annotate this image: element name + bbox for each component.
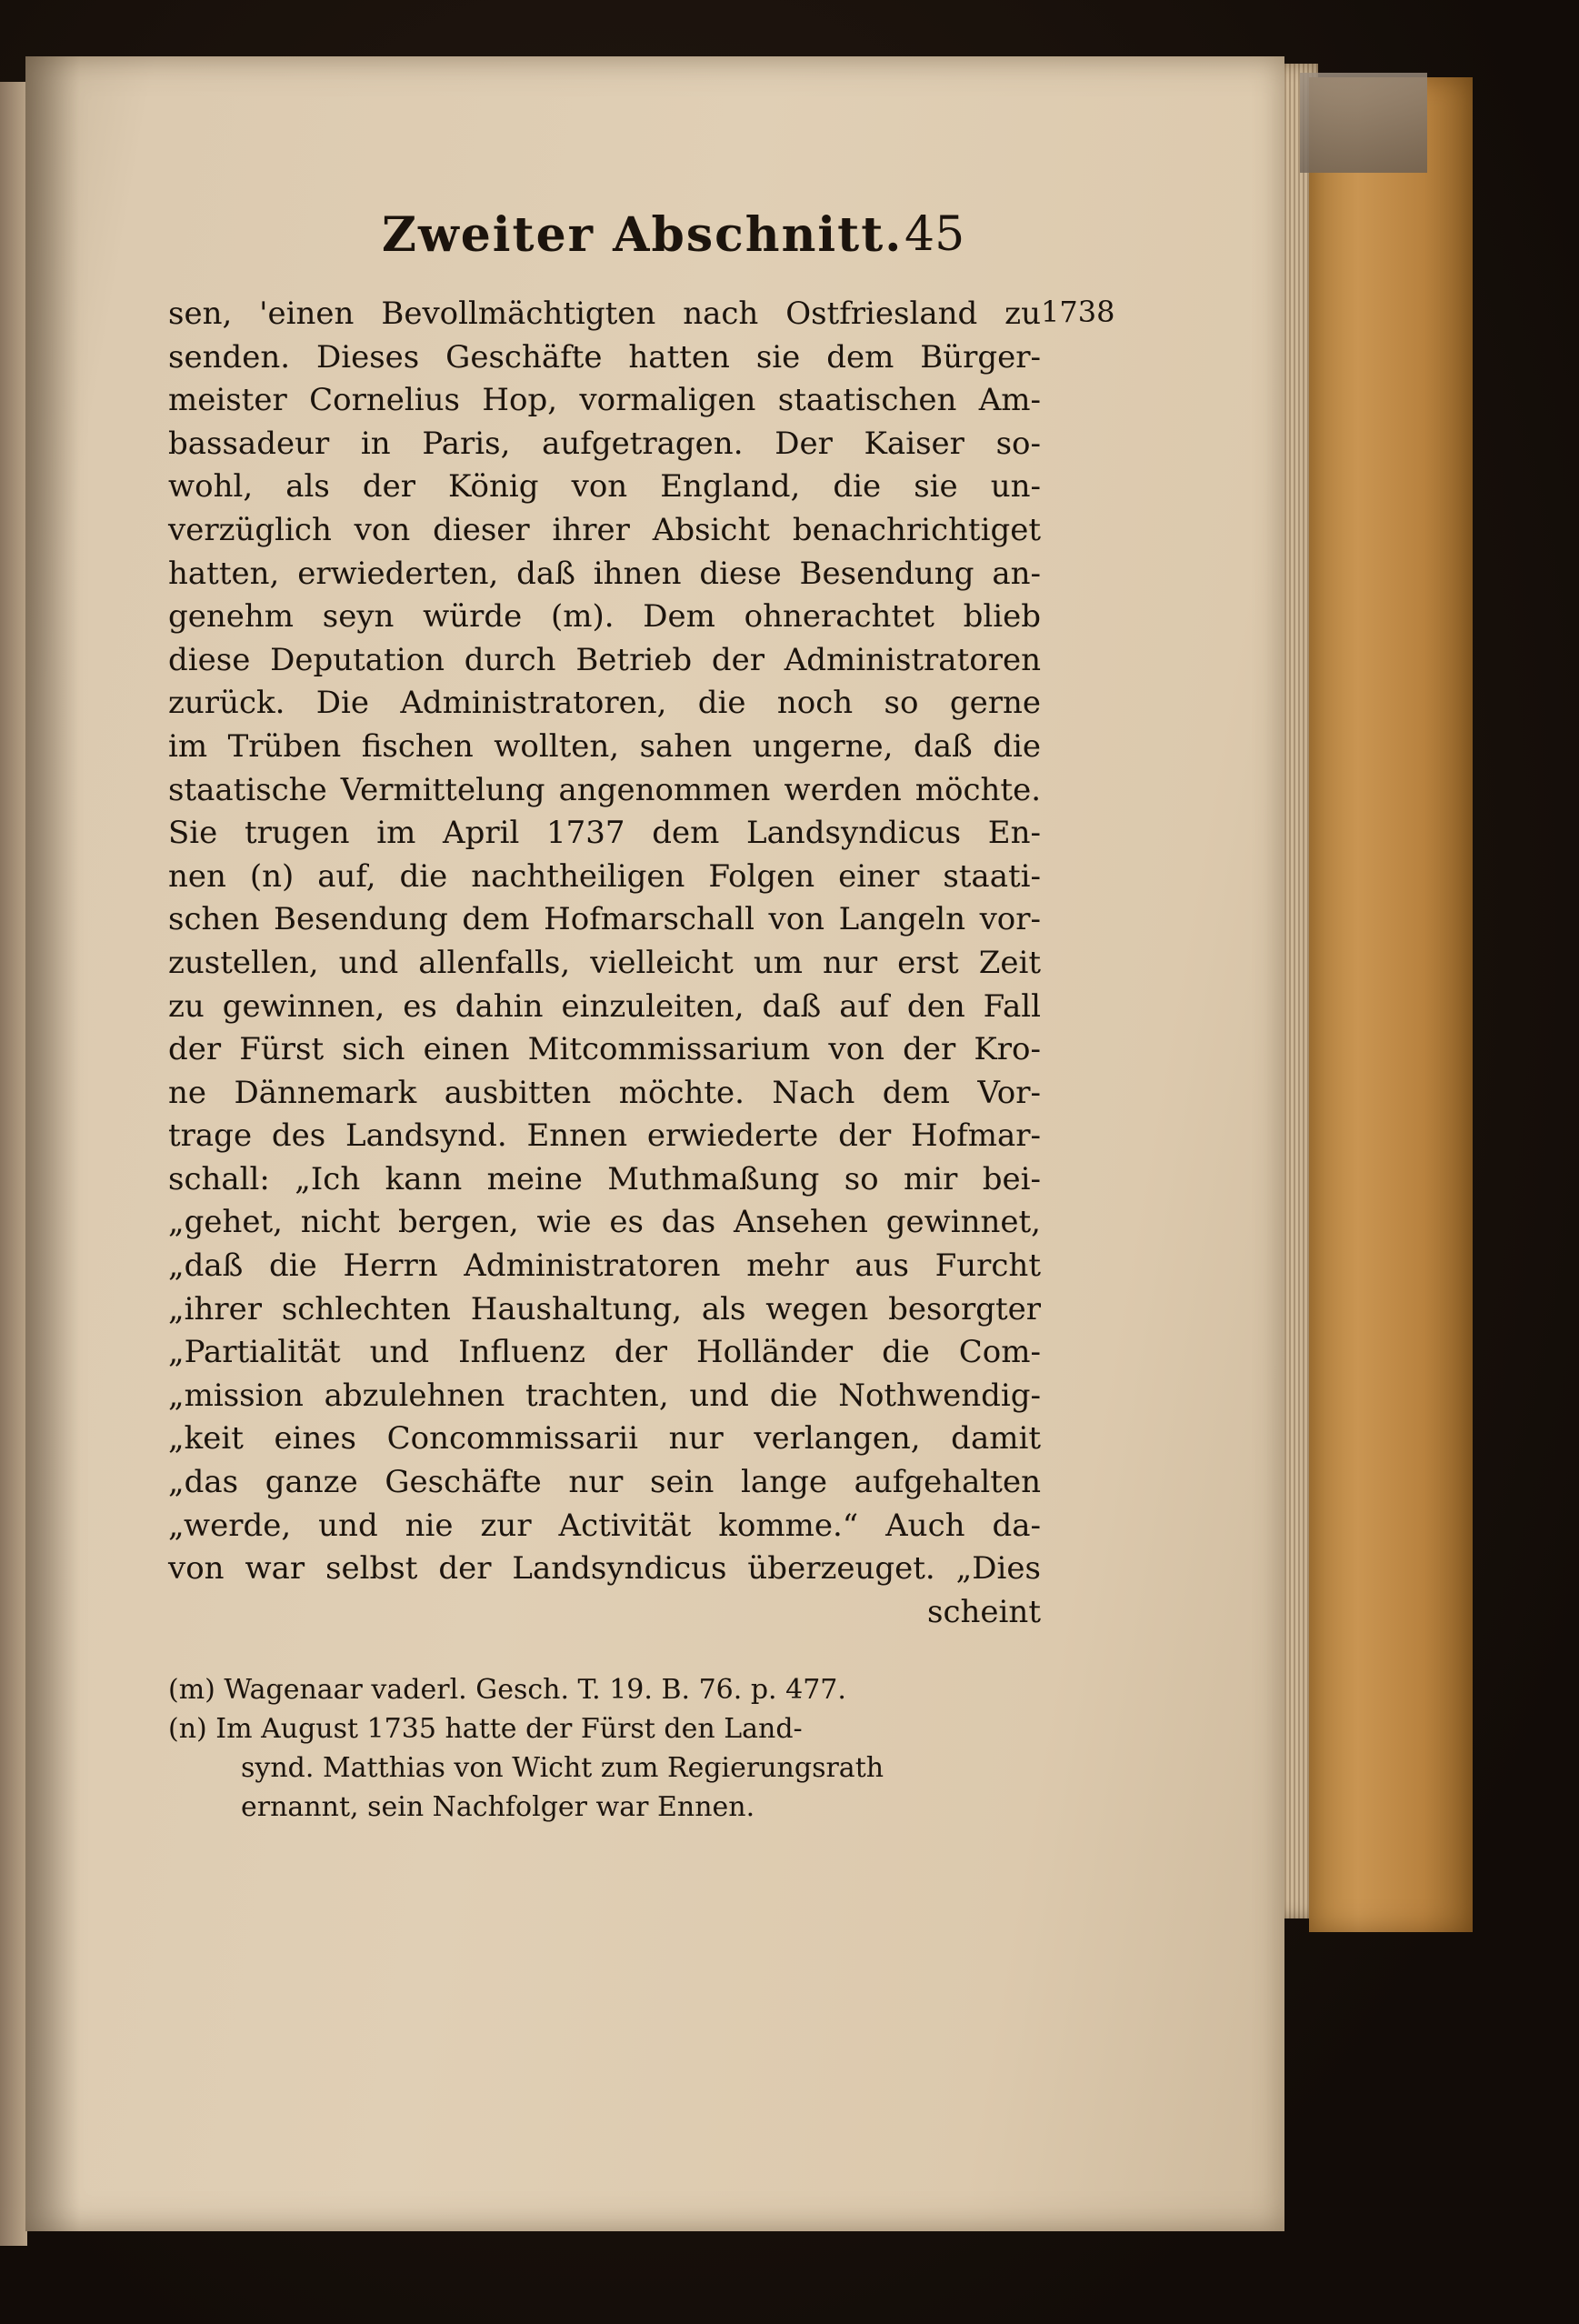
text-line: Sie trugen im April 1737 dem Landsyndicus En- (168, 815, 1041, 852)
text-line: „das ganze Geschäfte nur sein lange aufgehalten (168, 1464, 1041, 1501)
facing-page-edge (0, 82, 27, 2246)
footnote-n-continued: synd. Matthias von Wicht zum Regierungsrath (241, 1752, 884, 1785)
text-line: verzüglich von dieser ihrer Absicht benachrichtiget (168, 511, 1041, 548)
text-line: im Trüben fischen wollten, sahen ungerne, daß die (168, 727, 1041, 765)
text-line: zurück. Die Administratoren, die noch so gerne (168, 685, 1041, 722)
text-line: senden. Dieses Geschäfte hatten sie dem Bürger- (168, 338, 1041, 376)
text-line: „Partialität und Influenz der Holländer die Com- (168, 1334, 1041, 1371)
text-line: genehm seyn würde (m). Dem ohnerachtet blieb (168, 598, 1041, 636)
page-text-block (168, 207, 1115, 1827)
body-text (168, 293, 1041, 1634)
running-head (168, 207, 1041, 271)
cover-corner (1300, 73, 1427, 173)
text-line: wohl, als der König von England, die sie un- (168, 468, 1041, 506)
text-line: „ihrer schlechten Haushaltung, als wegen besorgter (168, 1290, 1041, 1327)
text-line: „keit eines Concommissarii nur verlangen, damit (168, 1420, 1041, 1458)
text-line: meister Cornelius Hop, vormaligen staatischen Am- (168, 382, 1041, 419)
text-line: von war selbst der Landsyndicus überzeuget. „Dies (168, 1550, 1041, 1588)
text-line: schen Besendung dem Hofmarschall von Langeln vor- (168, 901, 1041, 938)
text-line: nen (n) auf, die nachtheiligen Folgen einer staati- (168, 857, 1041, 895)
footnote-n-continued: ernannt, sein Nachfolger war Ennen. (241, 1791, 755, 1824)
text-line: diese Deputation durch Betrieb der Administratoren (168, 641, 1041, 678)
page-number: 45 (904, 207, 965, 262)
text-line: ne Dännemark ausbitten möchte. Nach dem Vor- (168, 1074, 1041, 1111)
text-line: staatische Vermittelung angenommen werden möchte. (168, 771, 1041, 808)
text-line: schall: „Ich kann meine Muthmaßung so mir bei- (168, 1160, 1041, 1197)
text-line: „mission abzulehnen trachten, und die Nothwendig- (168, 1377, 1041, 1414)
text-line: zustellen, und allenfalls, vielleicht um nur erst Zeit (168, 944, 1041, 981)
text-line: „daß die Herrn Administratoren mehr aus Furcht (168, 1247, 1041, 1285)
text-line: sen, 'einen Bevollmächtigten nach Ostfriesland zu (168, 296, 1041, 332)
text-line: zu gewinnen, es dahin einzuleiten, daß auf den Fall (168, 987, 1041, 1025)
text-line: „werde, und nie zur Activität komme.“ Auch da- (168, 1507, 1041, 1544)
text-line: bassadeur in Paris, aufgetragen. Der Kaiser so- (168, 425, 1041, 462)
margin-year-note: 1738 (1041, 295, 1115, 329)
footnotes (168, 1670, 1041, 1827)
text-line: hatten, erwiederten, daß ihnen diese Besendung an- (168, 555, 1041, 592)
footnote-n: (n) Im August 1735 hatte der Fürst den Land- (168, 1713, 803, 1746)
catchword: scheint (927, 1593, 1041, 1630)
text-line: der Fürst sich einen Mitcommissarium von der Kro- (168, 1031, 1041, 1068)
footnote-m: (m) Wagenaar vaderl. Gesch. T. 19. B. 76. p. 477. (168, 1674, 846, 1707)
running-head-title: Zweiter Abschnitt. (382, 207, 904, 263)
text-line: trage des Landsynd. Ennen erwiederte der Hofmar- (168, 1117, 1041, 1155)
gutter-shadow (25, 56, 80, 2231)
book-cover-edge (1309, 77, 1473, 1932)
text-line: „gehet, nicht bergen, wie es das Ansehen gewinnet, (168, 1204, 1041, 1241)
